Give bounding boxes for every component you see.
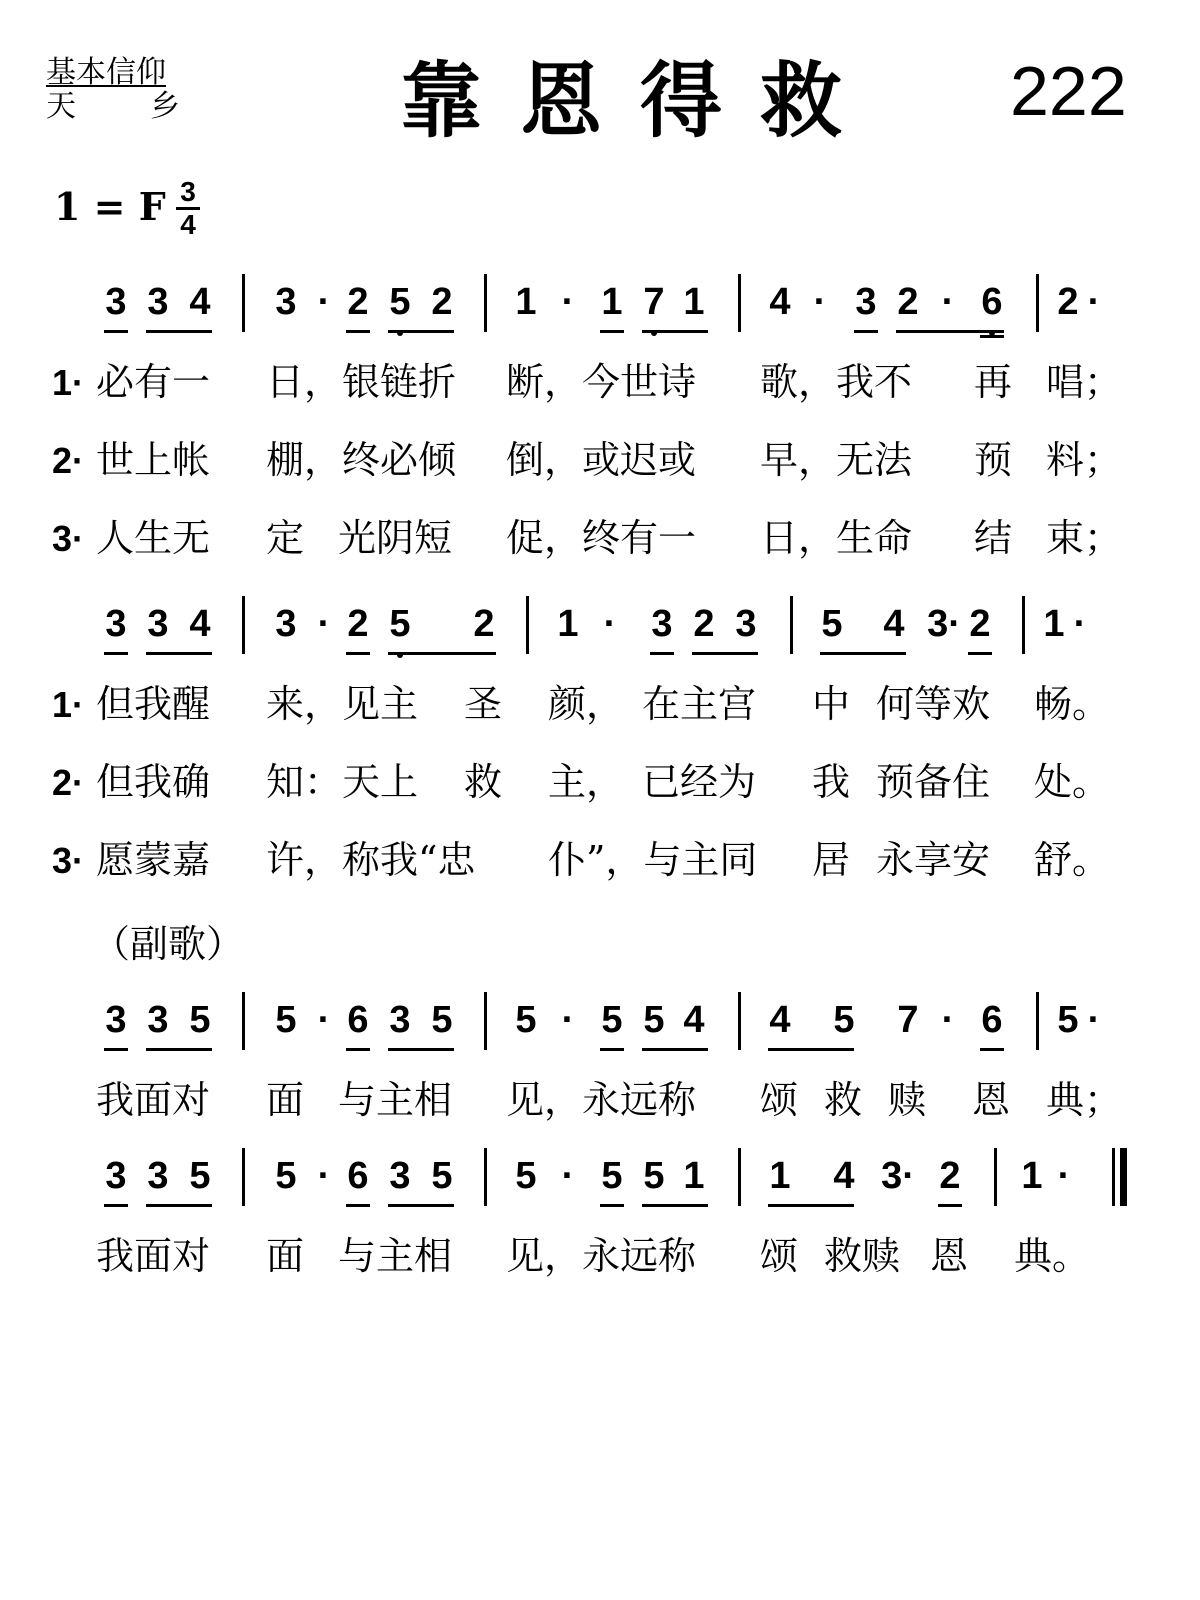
verse-3-lyrics-part-2 bbox=[0, 830, 1200, 890]
lyric-segment: 圣 bbox=[464, 682, 503, 726]
lyric-segment: 光阴短 bbox=[338, 516, 453, 560]
note: 3· bbox=[927, 603, 961, 645]
note: 2 bbox=[939, 1155, 961, 1197]
underline bbox=[146, 1204, 212, 1207]
hymn-number: 222 bbox=[1010, 52, 1127, 130]
note: 5 bbox=[189, 999, 211, 1041]
bar-line bbox=[1036, 274, 1039, 332]
verse-1-lyrics-part-2 bbox=[0, 674, 1200, 734]
lyric-segment: 我面对 bbox=[96, 1234, 211, 1278]
hymn-category bbox=[46, 56, 180, 124]
verse-2-lyrics-part-2 bbox=[0, 752, 1200, 812]
note: 3 bbox=[275, 603, 297, 645]
note: 3 bbox=[105, 999, 127, 1041]
bar-line bbox=[484, 274, 487, 332]
note: 3 bbox=[389, 1155, 411, 1197]
note: 4 bbox=[769, 281, 791, 323]
bar-line bbox=[1036, 992, 1039, 1050]
note: 2 bbox=[693, 603, 715, 645]
lyric-segment: 救赎 bbox=[824, 1234, 901, 1278]
bar-line bbox=[738, 992, 741, 1050]
underline bbox=[896, 330, 1004, 333]
underline bbox=[346, 1204, 370, 1207]
verse-melody-line-2 bbox=[0, 594, 1200, 654]
verse-number: 3· bbox=[52, 840, 85, 881]
lyric-segment: 再 bbox=[974, 360, 1013, 404]
lyric-segment: 料； bbox=[1046, 438, 1123, 482]
chorus-label: （副歌） bbox=[92, 922, 245, 966]
lyric-segment: 倒，或迟或 bbox=[506, 438, 697, 482]
note: · bbox=[317, 999, 331, 1041]
lyric-segment: 我面对 bbox=[96, 1078, 211, 1122]
lyric-segment: 中 bbox=[812, 682, 851, 726]
lyric-segment: 棚，终必倾 bbox=[266, 438, 457, 482]
note: · bbox=[941, 281, 955, 323]
lyric-segment: 畅。 bbox=[1034, 682, 1111, 726]
verse-melody-line-1 bbox=[0, 272, 1200, 332]
underline bbox=[600, 330, 624, 333]
note: 3 bbox=[105, 281, 127, 323]
note: 5 bbox=[643, 999, 665, 1041]
note: · bbox=[317, 603, 331, 645]
underline bbox=[768, 1048, 854, 1051]
underline bbox=[938, 1204, 962, 1207]
note: 3 bbox=[389, 999, 411, 1041]
note: 3 bbox=[275, 281, 297, 323]
lyric-segment: 典。 bbox=[1014, 1234, 1091, 1278]
underline bbox=[346, 652, 370, 655]
underline bbox=[768, 1204, 854, 1207]
note: · bbox=[561, 1155, 575, 1197]
lyric-segment: 舒。 bbox=[1034, 838, 1111, 882]
lyric-segment: 救 bbox=[464, 760, 503, 804]
lyric-segment: 永享安 bbox=[876, 838, 991, 882]
lyric-segment: 在主宫 bbox=[642, 682, 757, 726]
lyric-segment: 见，永远称 bbox=[506, 1234, 697, 1278]
lyric-segment: 束； bbox=[1046, 516, 1123, 560]
lyric-segment: 救 bbox=[824, 1078, 863, 1122]
lyric-segment: 颂 bbox=[760, 1078, 799, 1122]
note: · bbox=[813, 281, 827, 323]
underline bbox=[980, 335, 1004, 338]
lyric-segment: 面 bbox=[266, 1078, 305, 1122]
note: 3· bbox=[881, 1155, 915, 1197]
verse-number: 3· bbox=[52, 518, 85, 559]
lyric-segment: 结 bbox=[974, 516, 1013, 560]
note: 1 bbox=[1043, 603, 1065, 645]
bar-line bbox=[1022, 596, 1025, 654]
note: 3 bbox=[105, 1155, 127, 1197]
note: 2 bbox=[897, 281, 919, 323]
note: 2 bbox=[969, 603, 991, 645]
underline bbox=[642, 330, 708, 333]
note: 6 bbox=[347, 999, 369, 1041]
note: 6 bbox=[981, 999, 1003, 1041]
note: · bbox=[1087, 281, 1101, 323]
underline bbox=[642, 1048, 708, 1051]
underline bbox=[104, 330, 128, 333]
time-sig-top: 3 bbox=[180, 176, 196, 207]
note: 1 bbox=[1021, 1155, 1043, 1197]
note: 4 bbox=[683, 999, 705, 1041]
lyric-segment: 来，见主 bbox=[266, 682, 419, 726]
lyric-segment: 恩 bbox=[972, 1078, 1011, 1122]
chorus-melody-line-2 bbox=[0, 1146, 1200, 1206]
note: 1 bbox=[557, 603, 579, 645]
note: 6 bbox=[974, 278, 1010, 326]
lyric-segment: 仆”，与主同 bbox=[548, 838, 758, 882]
note: 7 bbox=[636, 278, 672, 326]
verse-3-lyrics-part-1 bbox=[0, 508, 1200, 568]
underline bbox=[146, 1048, 212, 1051]
hymn-title: 靠恩得救 bbox=[400, 54, 881, 149]
underline bbox=[104, 1204, 128, 1207]
note: 5 bbox=[431, 999, 453, 1041]
note: 2 bbox=[347, 281, 369, 323]
note: 5 bbox=[515, 1155, 537, 1197]
note: · bbox=[603, 603, 617, 645]
lyric-segment: 早，无法 bbox=[760, 438, 913, 482]
note: 3 bbox=[147, 281, 169, 323]
verse-number: 2· bbox=[52, 762, 85, 803]
lyric-segment: 人生无 bbox=[96, 516, 211, 560]
note: 1 bbox=[769, 1155, 791, 1197]
lyric-segment: 处。 bbox=[1034, 760, 1111, 804]
bar-line bbox=[738, 274, 741, 332]
underline bbox=[346, 330, 370, 333]
lyric-segment: 预 bbox=[974, 438, 1013, 482]
note: 5 bbox=[1057, 999, 1079, 1041]
note: · bbox=[561, 999, 575, 1041]
note: 5 bbox=[821, 603, 843, 645]
lyric-segment: 但我确 bbox=[96, 760, 211, 804]
lyric-segment: 歌，我不 bbox=[760, 360, 913, 404]
note: · bbox=[317, 281, 331, 323]
verse-number: 1· bbox=[52, 362, 85, 403]
lyric-segment: 我 bbox=[812, 760, 851, 804]
verse-2-lyrics-part-1 bbox=[0, 430, 1200, 490]
note: 4 bbox=[769, 999, 791, 1041]
lyric-segment: 赎 bbox=[888, 1078, 927, 1122]
note: 5 bbox=[643, 1155, 665, 1197]
category-label: 基本信仰 bbox=[46, 55, 166, 90]
note: 3 bbox=[147, 999, 169, 1041]
underline bbox=[104, 1048, 128, 1051]
lyric-segment: 世上帐 bbox=[96, 438, 211, 482]
note: 3 bbox=[735, 603, 757, 645]
note: 3 bbox=[855, 281, 877, 323]
chorus-melody-line-1 bbox=[0, 990, 1200, 1050]
chorus-lyrics-line-1 bbox=[0, 1070, 1200, 1130]
verse-number: 2· bbox=[52, 440, 85, 481]
note: 1 bbox=[601, 281, 623, 323]
lyric-segment: 与主相 bbox=[338, 1234, 453, 1278]
note: 4 bbox=[883, 603, 905, 645]
note: · bbox=[1073, 603, 1087, 645]
lyric-segment: 颜， bbox=[548, 682, 625, 726]
note: 3 bbox=[147, 1155, 169, 1197]
underline bbox=[388, 1204, 454, 1207]
time-sig-bottom: 4 bbox=[180, 209, 196, 240]
final-bar-line-thick bbox=[1120, 1148, 1127, 1206]
note: 2 bbox=[1057, 281, 1079, 323]
note: 4 bbox=[189, 603, 211, 645]
bar-line bbox=[526, 596, 529, 654]
subcategory-label: 天 乡 bbox=[46, 89, 180, 124]
note: 6 bbox=[347, 1155, 369, 1197]
note: 5 bbox=[601, 999, 623, 1041]
bar-line bbox=[738, 1148, 741, 1206]
lyric-segment: 颂 bbox=[760, 1234, 799, 1278]
note: 5 bbox=[189, 1155, 211, 1197]
note: · bbox=[941, 999, 955, 1041]
underline bbox=[104, 652, 128, 655]
note: 5 bbox=[275, 1155, 297, 1197]
lyric-segment: 愿蒙嘉 bbox=[96, 838, 211, 882]
underline bbox=[388, 1048, 454, 1051]
key-signature: 1 = F bbox=[54, 184, 166, 229]
lyric-segment: 已经为 bbox=[642, 760, 757, 804]
bar-line bbox=[242, 596, 245, 654]
underline bbox=[650, 652, 674, 655]
lyric-segment: 断，今世诗 bbox=[506, 360, 697, 404]
lyric-segment: 唱； bbox=[1046, 360, 1123, 404]
note: · bbox=[1057, 1155, 1071, 1197]
underline bbox=[980, 1048, 1004, 1051]
bar-line bbox=[242, 274, 245, 332]
underline bbox=[642, 1204, 708, 1207]
note: 4 bbox=[833, 1155, 855, 1197]
underline bbox=[692, 652, 758, 655]
bar-line bbox=[242, 992, 245, 1050]
lyric-segment: 知：天上 bbox=[266, 760, 419, 804]
note: 1 bbox=[515, 281, 537, 323]
lyric-segment: 见，永远称 bbox=[506, 1078, 697, 1122]
lyric-segment: 必有一 bbox=[96, 360, 211, 404]
bar-line bbox=[242, 1148, 245, 1206]
lyric-segment: 预备住 bbox=[876, 760, 991, 804]
verse-number: 1· bbox=[52, 684, 85, 725]
underline bbox=[968, 652, 992, 655]
underline bbox=[146, 330, 212, 333]
verse-1-lyrics-part-1 bbox=[0, 352, 1200, 412]
note: 2 bbox=[347, 603, 369, 645]
lyric-segment: 恩 bbox=[930, 1234, 969, 1278]
note: 2 bbox=[431, 281, 453, 323]
lyric-segment: 面 bbox=[266, 1234, 305, 1278]
lyric-segment: 日，银链折 bbox=[266, 360, 457, 404]
final-bar-line-thin bbox=[1112, 1148, 1115, 1206]
note: 3 bbox=[105, 603, 127, 645]
note: 1 bbox=[683, 1155, 705, 1197]
note: 7 bbox=[897, 999, 919, 1041]
note: 4 bbox=[189, 281, 211, 323]
lyric-segment: 定 bbox=[266, 516, 305, 560]
bar-line bbox=[484, 992, 487, 1050]
lyric-segment: 与主相 bbox=[338, 1078, 453, 1122]
note: · bbox=[561, 281, 575, 323]
underline bbox=[600, 1204, 624, 1207]
note: 5 bbox=[833, 999, 855, 1041]
note: · bbox=[317, 1155, 331, 1197]
bar-line bbox=[994, 1148, 997, 1206]
chorus-lyrics-line-2 bbox=[0, 1226, 1200, 1286]
note: 5 bbox=[431, 1155, 453, 1197]
underline bbox=[146, 652, 212, 655]
underline bbox=[388, 330, 454, 333]
note: 3 bbox=[651, 603, 673, 645]
lyric-segment: 日，生命 bbox=[760, 516, 913, 560]
time-signature bbox=[176, 178, 200, 239]
note: · bbox=[1087, 999, 1101, 1041]
lyric-segment: 何等欢 bbox=[876, 682, 991, 726]
bar-line bbox=[790, 596, 793, 654]
note: 1 bbox=[683, 281, 705, 323]
lyric-segment: 典； bbox=[1046, 1078, 1123, 1122]
note: 5 bbox=[275, 999, 297, 1041]
lyric-segment: 许，称我“忠 bbox=[266, 838, 476, 882]
underline bbox=[820, 652, 906, 655]
lyric-segment: 促，终有一 bbox=[506, 516, 697, 560]
lyric-segment: 居 bbox=[812, 838, 851, 882]
bar-line bbox=[484, 1148, 487, 1206]
underline bbox=[346, 1048, 370, 1051]
note: 5 bbox=[382, 278, 418, 326]
underline bbox=[854, 330, 878, 333]
note: 5 bbox=[382, 600, 418, 648]
underline bbox=[600, 1048, 624, 1051]
note: 5 bbox=[601, 1155, 623, 1197]
note: 2 bbox=[473, 603, 495, 645]
underline bbox=[388, 652, 496, 655]
note: 3 bbox=[147, 603, 169, 645]
lyric-segment: 但我醒 bbox=[96, 682, 211, 726]
note: 5 bbox=[515, 999, 537, 1041]
lyric-segment: 主， bbox=[548, 760, 625, 804]
